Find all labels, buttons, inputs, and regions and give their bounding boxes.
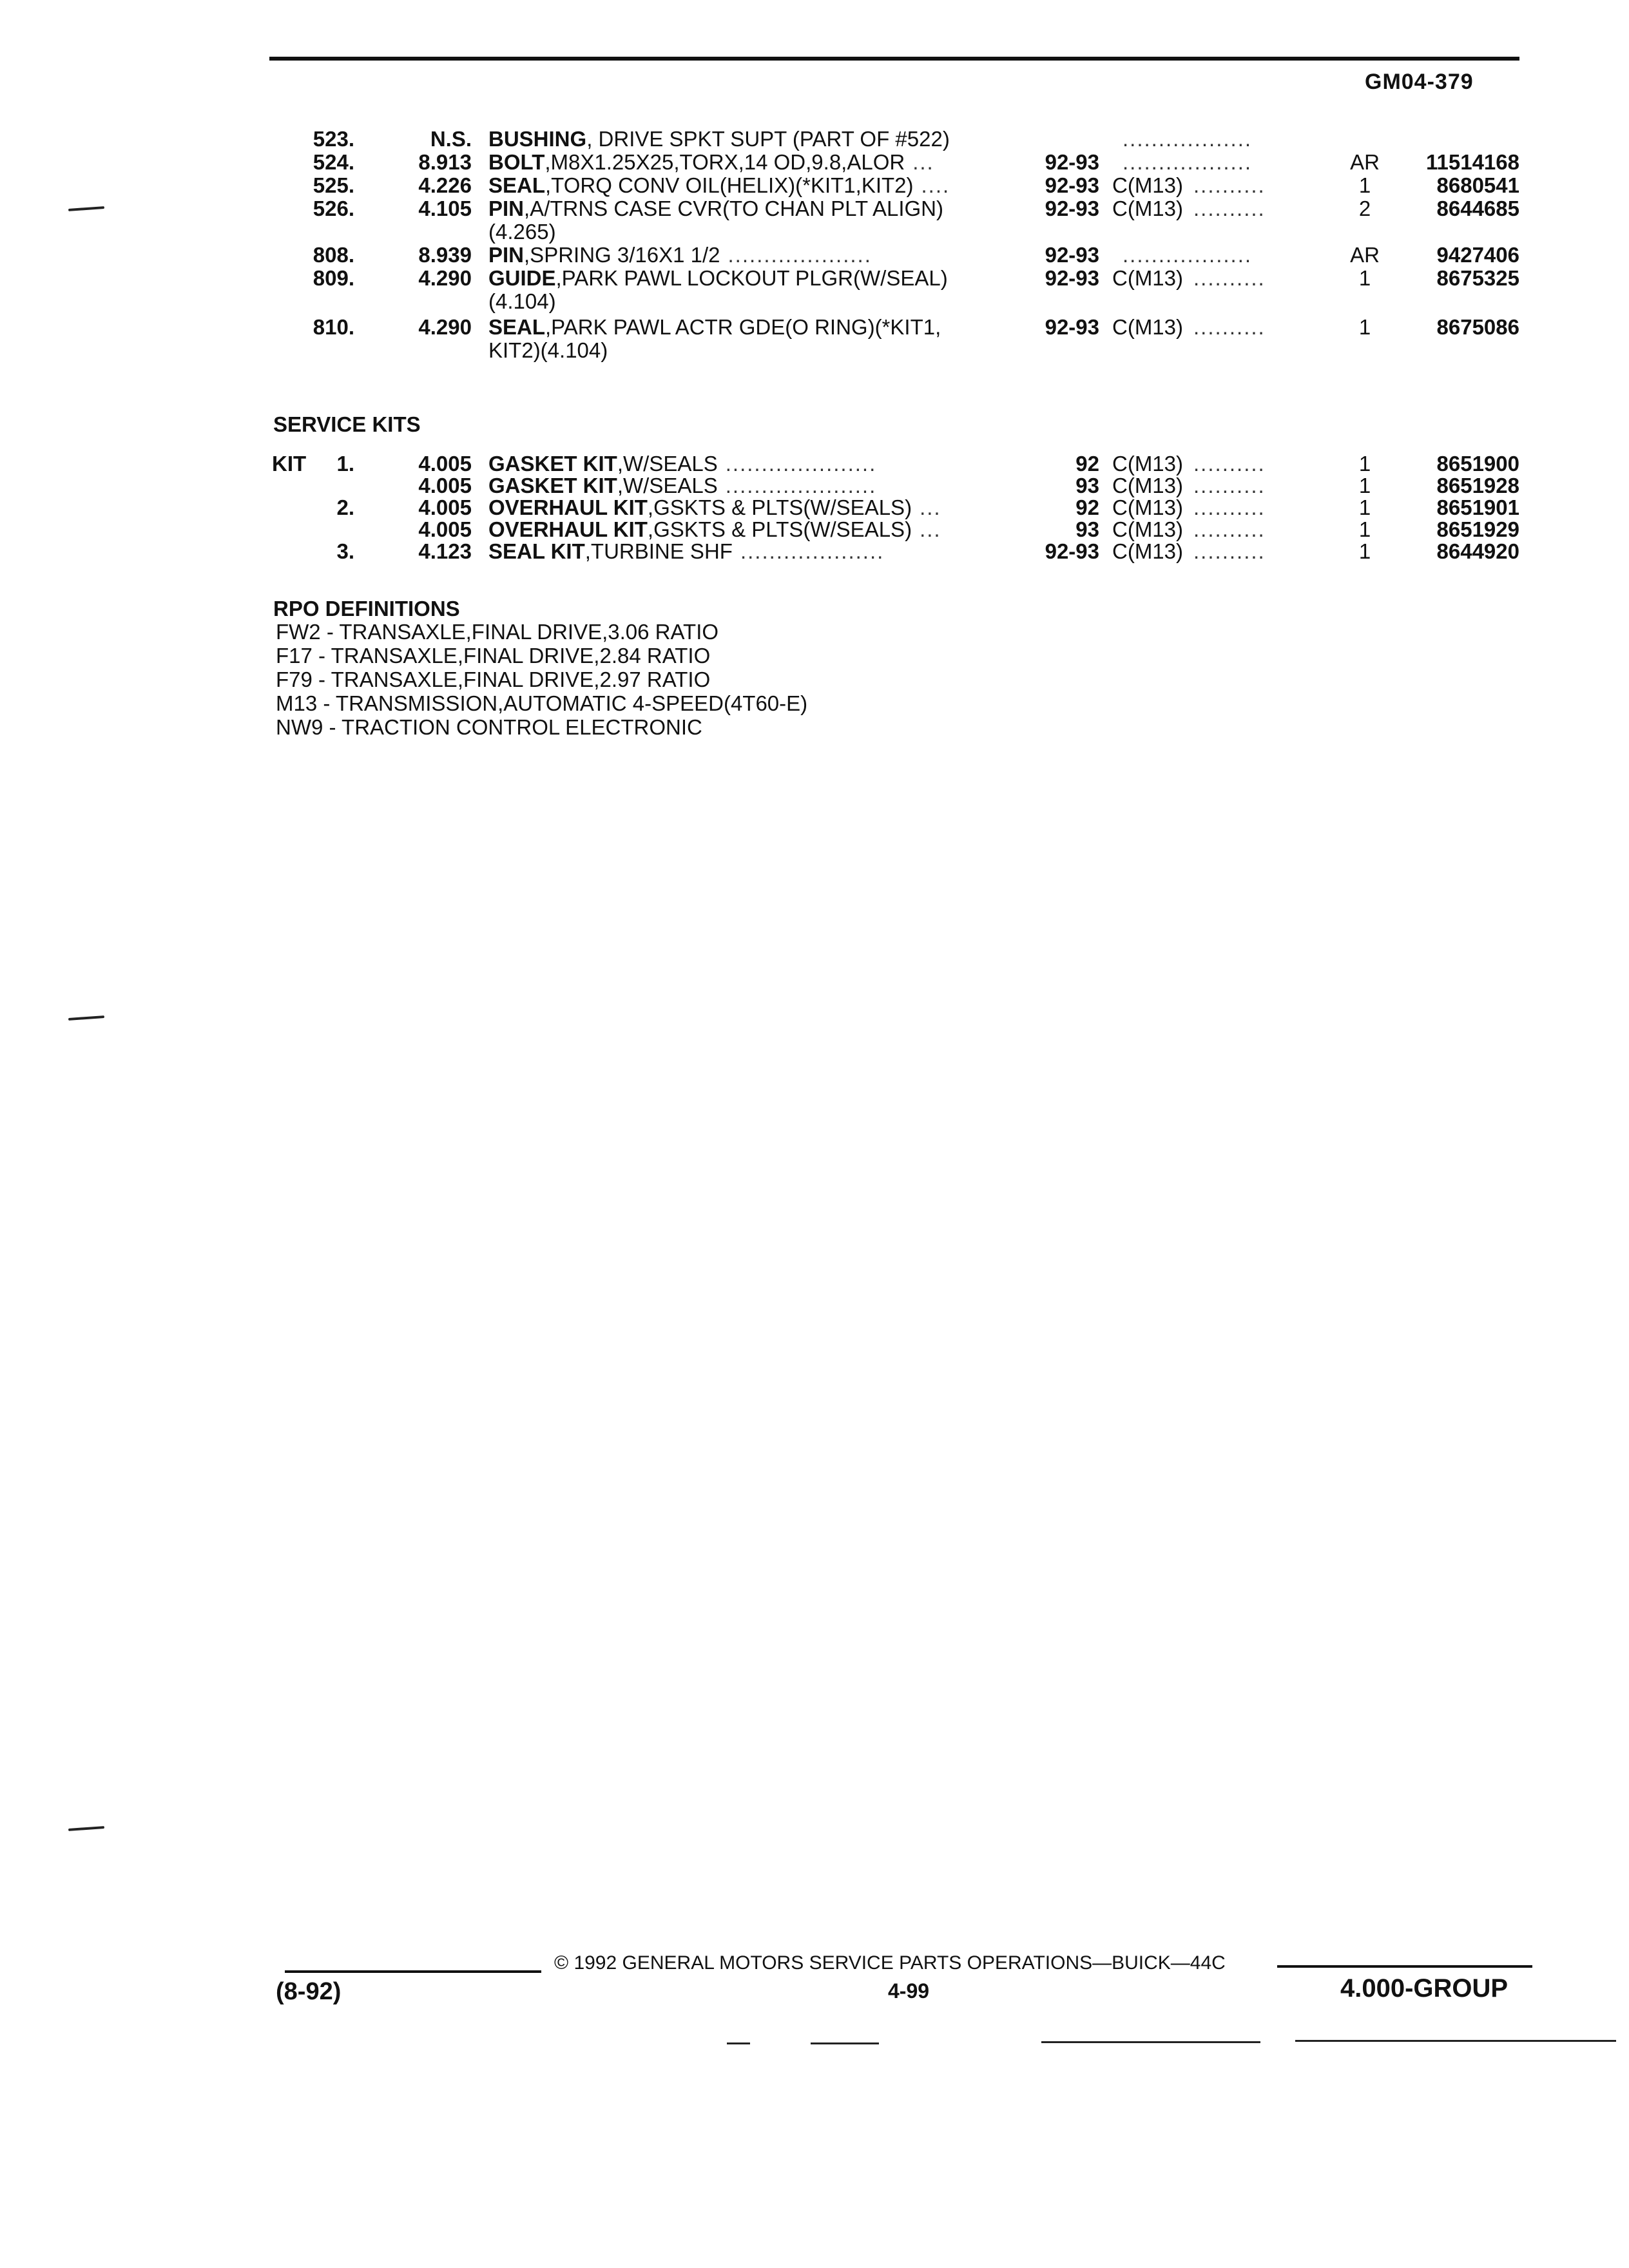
part-description: [488, 173, 950, 198]
leader-dots: .....................: [725, 452, 877, 476]
rpo-code: [1112, 196, 1266, 222]
rpo-code-text: C(M13): [1112, 315, 1184, 339]
rpo-code: [1112, 265, 1266, 291]
scan-line: [727, 2042, 750, 2044]
kit-label: KIT: [272, 452, 307, 476]
part-name: PIN: [488, 243, 525, 267]
quantity: 1: [1358, 173, 1371, 197]
rpo-code-text: C(M13): [1112, 474, 1184, 497]
part-number: 8651928: [1436, 474, 1519, 497]
group-number: 4.105: [418, 197, 472, 220]
part-name: SEAL: [488, 315, 546, 339]
punch-mark: [68, 1015, 104, 1021]
part-description: [488, 289, 564, 314]
rpo-leader-dots: ..........: [1193, 266, 1266, 290]
part-description: [488, 265, 956, 291]
quantity: 1: [1358, 539, 1371, 563]
rpo-code-text: C(M13): [1112, 197, 1184, 220]
part-name: BOLT: [488, 150, 545, 174]
part-desc-text: ,W/SEALS: [617, 474, 718, 497]
group-number: 4.005: [418, 517, 472, 541]
rpo-code-text: C(M13): [1112, 452, 1184, 476]
kit-number: 3.: [336, 539, 354, 563]
punch-mark: [68, 1826, 104, 1831]
part-number: 8651901: [1436, 495, 1519, 519]
kit-number: 1.: [336, 452, 354, 476]
ref-number: 526.: [313, 197, 354, 220]
group-number: 8.939: [418, 243, 472, 267]
part-desc-text: ,PARK PAWL LOCKOUT PLGR(W/SEAL): [555, 266, 948, 290]
rpo-leader-dots: ..........: [1193, 474, 1266, 497]
footer-copyright: © 1992 GENERAL MOTORS SERVICE PARTS OPERATIONS—BUICK—44C: [554, 1952, 1226, 1974]
rpo-code: [1112, 126, 1252, 152]
part-row: [0, 289, 1629, 314]
rpo-leader-dots: ..................: [1123, 243, 1253, 267]
rpo-code: [1112, 539, 1266, 564]
model-years: 92-93: [1045, 266, 1099, 290]
rpo-code-text: C(M13): [1112, 173, 1184, 197]
model-years: 92-93: [1045, 243, 1099, 267]
rpo-code-text: C(M13): [1112, 517, 1184, 541]
part-desc-text: ,TORQ CONV OIL(HELIX)(*KIT1,KIT2): [545, 173, 914, 197]
rpo-code: [1112, 149, 1252, 175]
rpo-leader-dots: ..........: [1193, 517, 1266, 541]
leader-dots: ...: [920, 517, 941, 541]
group-number: 4.226: [418, 173, 472, 197]
part-description: [488, 314, 949, 340]
part-desc-text: (4.104): [488, 289, 556, 313]
part-name: SEAL: [488, 173, 546, 197]
part-name: OVERHAUL KIT: [488, 517, 648, 541]
leader-dots: ....: [921, 173, 950, 197]
part-description: [488, 219, 564, 245]
part-row: [0, 149, 1629, 175]
rpo-code-text: C(M13): [1112, 495, 1184, 519]
rpo-code: [1112, 314, 1266, 340]
rpo-definition-line: F17 - TRANSAXLE,FINAL DRIVE,2.84 RATIO: [276, 644, 711, 668]
part-description: [488, 242, 872, 268]
rpo-definition-line: NW9 - TRACTION CONTROL ELECTRONIC: [276, 715, 702, 739]
part-number: 8644920: [1436, 539, 1519, 563]
quantity: 1: [1358, 266, 1371, 290]
part-name: SEAL KIT: [488, 539, 585, 563]
scan-line: [811, 2042, 879, 2044]
rpo-leader-dots: ..........: [1193, 197, 1266, 220]
rpo-definitions-title: RPO DEFINITIONS: [273, 597, 460, 620]
part-name: OVERHAUL KIT: [488, 495, 648, 519]
scan-line: [1041, 2041, 1260, 2043]
part-description: [488, 539, 884, 564]
rpo-definition-line: F79 - TRANSAXLE,FINAL DRIVE,2.97 RATIO: [276, 668, 711, 691]
scan-line: [1295, 2040, 1616, 2042]
part-desc-text: ,A/TRNS CASE CVR(TO CHAN PLT ALIGN): [524, 197, 943, 220]
group-number: 4.123: [418, 539, 472, 563]
part-row: [0, 219, 1629, 245]
part-desc-text: KIT2)(4.104): [488, 338, 608, 362]
model-years: 92-93: [1045, 197, 1099, 220]
footer-rule-left: [285, 1970, 541, 1973]
rpo-leader-dots: ..................: [1123, 150, 1253, 174]
footer-group: 4.000-GROUP: [1340, 1974, 1509, 2003]
part-desc-text: ,M8X1.25X25,TORX,14 OD,9.8,ALOR: [545, 150, 905, 174]
part-row: [0, 338, 1629, 363]
header-rule: [269, 57, 1519, 61]
group-number: 4.005: [418, 452, 472, 476]
part-number: 11514168: [1425, 150, 1519, 174]
model-years: 93: [1075, 474, 1099, 497]
quantity: 1: [1358, 474, 1371, 497]
part-desc-text: ,PARK PAWL ACTR GDE(O RING)(*KIT1,: [545, 315, 941, 339]
kit-number: 2.: [336, 495, 354, 519]
ref-number: 810.: [313, 315, 354, 339]
rpo-code: [1112, 289, 1123, 314]
part-number: 8675325: [1436, 266, 1519, 290]
part-row: [0, 314, 1629, 340]
part-number: 8651929: [1436, 517, 1519, 541]
part-number: 8680541: [1436, 173, 1519, 197]
quantity: 1: [1358, 517, 1371, 541]
group-number: N.S.: [430, 127, 472, 151]
leader-dots: ....................: [728, 243, 872, 267]
rpo-code: [1112, 338, 1123, 363]
rpo-code-text: C(M13): [1112, 266, 1184, 290]
leader-dots: ....................: [740, 539, 885, 563]
rpo-code: [1112, 219, 1123, 245]
ref-number: 809.: [313, 266, 354, 290]
model-years: 92-93: [1045, 150, 1099, 174]
rpo-leader-dots: ..........: [1193, 315, 1266, 339]
rpo-leader-dots: ..........: [1193, 452, 1266, 476]
quantity: AR: [1350, 150, 1380, 174]
ref-number: 525.: [313, 173, 354, 197]
part-description: [488, 149, 934, 175]
group-number: 4.005: [418, 495, 472, 519]
group-number: 8.913: [418, 150, 472, 174]
part-name: PIN: [488, 197, 525, 220]
rpo-code: [1112, 173, 1266, 198]
footer-page-number: 4-99: [888, 1979, 930, 2003]
model-years: 93: [1075, 517, 1099, 541]
footer-date: (8-92): [276, 1978, 342, 2005]
part-row: [0, 126, 1629, 152]
model-years: 92: [1075, 452, 1099, 476]
part-desc-text: ,TURBINE SHF: [584, 539, 733, 563]
part-desc-text: ,GSKTS & PLTS(W/SEALS): [647, 495, 912, 519]
leader-dots: ...: [920, 495, 941, 519]
part-row: [0, 242, 1629, 268]
quantity: 1: [1358, 452, 1371, 476]
part-desc-text: , DRIVE SPKT SUPT (PART OF #522): [586, 127, 950, 151]
part-desc-text: ,W/SEALS: [617, 452, 718, 476]
rpo-leader-dots: ..................: [1123, 127, 1253, 151]
quantity: 2: [1358, 197, 1371, 220]
model-years: 92-93: [1045, 315, 1099, 339]
rpo-definition-line: M13 - TRANSMISSION,AUTOMATIC 4-SPEED(4T60-E): [276, 691, 808, 715]
part-desc-text: ,GSKTS & PLTS(W/SEALS): [647, 517, 912, 541]
quantity: 1: [1358, 495, 1371, 519]
model-years: 92-93: [1045, 173, 1099, 197]
part-number: 8675086: [1436, 315, 1519, 339]
kit-row: [0, 539, 1629, 564]
part-name: GASKET KIT: [488, 452, 617, 476]
part-name: BUSHING: [488, 127, 587, 151]
rpo-code: [1112, 242, 1252, 268]
rpo-leader-dots: ..........: [1193, 539, 1266, 563]
document-id: GM04-379: [1365, 70, 1474, 94]
part-desc-text: ,SPRING 3/16X1 1/2: [524, 243, 720, 267]
model-years: 92: [1075, 495, 1099, 519]
group-number: 4.290: [418, 315, 472, 339]
part-description: [488, 126, 958, 152]
quantity: AR: [1350, 243, 1380, 267]
rpo-code-text: C(M13): [1112, 539, 1184, 563]
model-years: 92-93: [1045, 539, 1099, 563]
service-kits-title: SERVICE KITS: [273, 412, 421, 436]
part-name: GASKET KIT: [488, 474, 617, 497]
rpo-definition-line: FW2 - TRANSAXLE,FINAL DRIVE,3.06 RATIO: [276, 620, 719, 644]
rpo-leader-dots: ..........: [1193, 173, 1266, 197]
part-row: [0, 196, 1629, 222]
footer-rule-right: [1277, 1965, 1532, 1968]
ref-number: 524.: [313, 150, 354, 174]
part-number: 8644685: [1436, 197, 1519, 220]
leader-dots: .....................: [725, 474, 877, 497]
part-number: 9427406: [1436, 243, 1519, 267]
part-row: [0, 173, 1629, 198]
group-number: 4.290: [418, 266, 472, 290]
leader-dots: ...: [912, 150, 934, 174]
part-description: [488, 338, 615, 363]
rpo-leader-dots: ..........: [1193, 495, 1266, 519]
part-row: [0, 265, 1629, 291]
part-description: [488, 196, 951, 222]
quantity: 1: [1358, 315, 1371, 339]
part-number: 8651900: [1436, 452, 1519, 476]
part-desc-text: (4.265): [488, 220, 556, 244]
ref-number: 808.: [313, 243, 354, 267]
group-number: 4.005: [418, 474, 472, 497]
ref-number: 523.: [313, 127, 354, 151]
part-name: GUIDE: [488, 266, 556, 290]
